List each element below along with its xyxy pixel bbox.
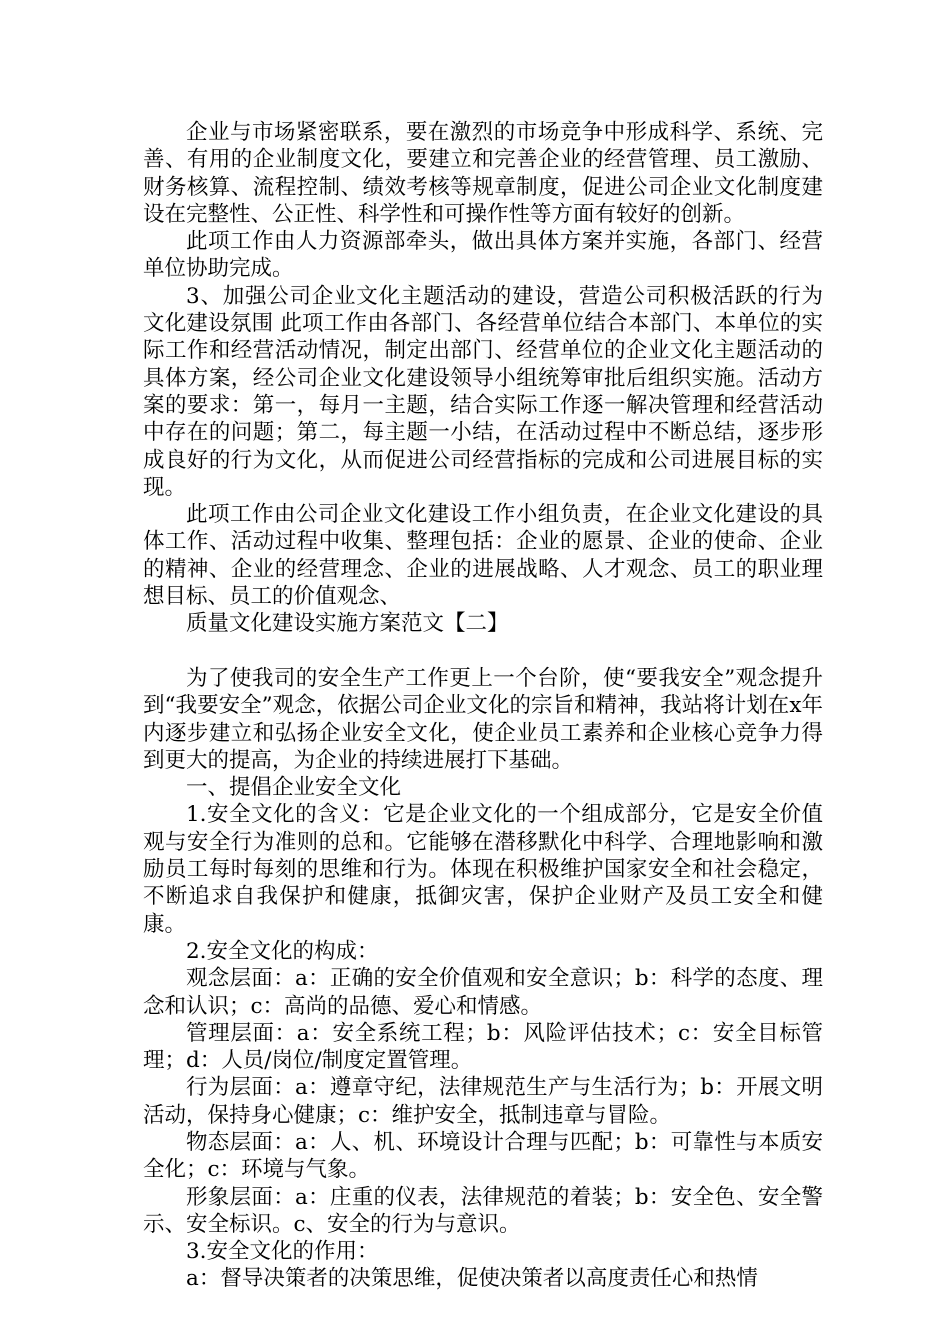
paragraph-image-level: 形象层面：a：庄重的仪表，法律规范的着装；b：安全色、安全警示、安全标识。c、安全的行为与意识。 bbox=[143, 1184, 823, 1237]
section-heading-sample-two: 质量文化建设实施方案范文【二】 bbox=[186, 611, 509, 637]
paragraph-management-level: 管理层面：a：安全系统工程；b：风险评估技术；c：安全目标管理；d：人员/岗位/制度定置管理。 bbox=[143, 1020, 823, 1074]
paragraph-behavior-level: 行为层面：a：遵章守纪，法律规范生产与生活行为；b：开展文明活动，保持身心健康；c：维护安全，抵制违章与冒险。 bbox=[143, 1075, 823, 1128]
blank-line bbox=[143, 638, 823, 665]
paragraph-concept-level: 观念层面：a：正确的安全价值观和安全意识；b：科学的态度、理念和认识；c：高尚的品德、爱心和情感。 bbox=[143, 966, 823, 1019]
paragraph-function-a: a：督导决策者的决策思维，促使决策者以高度责任心和热情 bbox=[186, 1266, 758, 1292]
paragraph-institutional-culture: 企业与市场紧密联系，要在激烈的市场竞争中形成科学、系统、完善、有用的企业制度文化，要建立和完善企业的经营管理、员工激励、财务核算、流程控制、绩效考核等规章制度，促进公司企业文化制度建设在完整性、公正性、科学性和可操作性等方面有较好的创新。 bbox=[143, 120, 823, 227]
paragraph-safety-culture-meaning: 1.安全文化的含义：它是企业文化的一个组成部分，它是安全价值观与安全行为准则的总和。它能够在潜移默化中科学、合理地影响和激励员工每时每刻的思维和行为。体现在积极维护国家安全和社会稳定，不断追求自我保护和健康，抵御灾害，保护企业财产及员工安全和健康。 bbox=[143, 802, 823, 937]
heading-safety-culture-function: 3.安全文化的作用： bbox=[186, 1239, 379, 1265]
paragraph-safety-intro: 为了使我司的安全生产工作更上一个台阶，使“要我安全”观念提升到“我要安全”观念，依据公司企业文化的宗旨和精神，我站将计划在x年内逐步建立和弘扬企业安全文化，使企业员工素养和企业核心竞争力得到更大的提高，为企业的持续进展打下基础。 bbox=[143, 665, 823, 773]
heading-promote-safety-culture: 一、提倡企业安全文化 bbox=[186, 775, 402, 801]
paragraph-hr-responsibility: 此项工作由人力资源部牵头，做出具体方案并实施，各部门、经营单位协助完成。 bbox=[143, 229, 823, 282]
document-body bbox=[143, 119, 823, 1293]
paragraph-theme-activities: 3、加强公司企业文化主题活动的建设，营造公司积极活跃的行为文化建设氛围 此项工作由各部门、各经营单位结合本部门、本单位的实际工作和经营活动情况，制定出部门、经营单位的企业文化主题活动的具体方案，经公司企业文化建设领导小组统筹审批后组织实施。活动方案的要求：第一，每月一主题，结合实际工作逐一解决管理和经营活动中存在的问题；第二，每主题一小结，在活动过程中不断总结，逐步形成良好的行为文化，从而促进公司经营指标的完成和公司进展目标的实现。 bbox=[143, 283, 823, 500]
paragraph-working-group: 此项工作由公司企业文化建设工作小组负责，在企业文化建设的具体工作、活动过程中收集、整理包括：企业的愿景、企业的使命、企业的精神、企业的经营理念、企业的进展战略、人才观念、员工的职业理想目标、员工的价值观念、 bbox=[143, 502, 823, 610]
heading-safety-culture-composition: 2.安全文化的构成： bbox=[186, 938, 379, 964]
paragraph-material-level: 物态层面：a：人、机、环境设计合理与匹配；b：可靠性与本质安全化；c：环境与气象。 bbox=[143, 1129, 823, 1183]
